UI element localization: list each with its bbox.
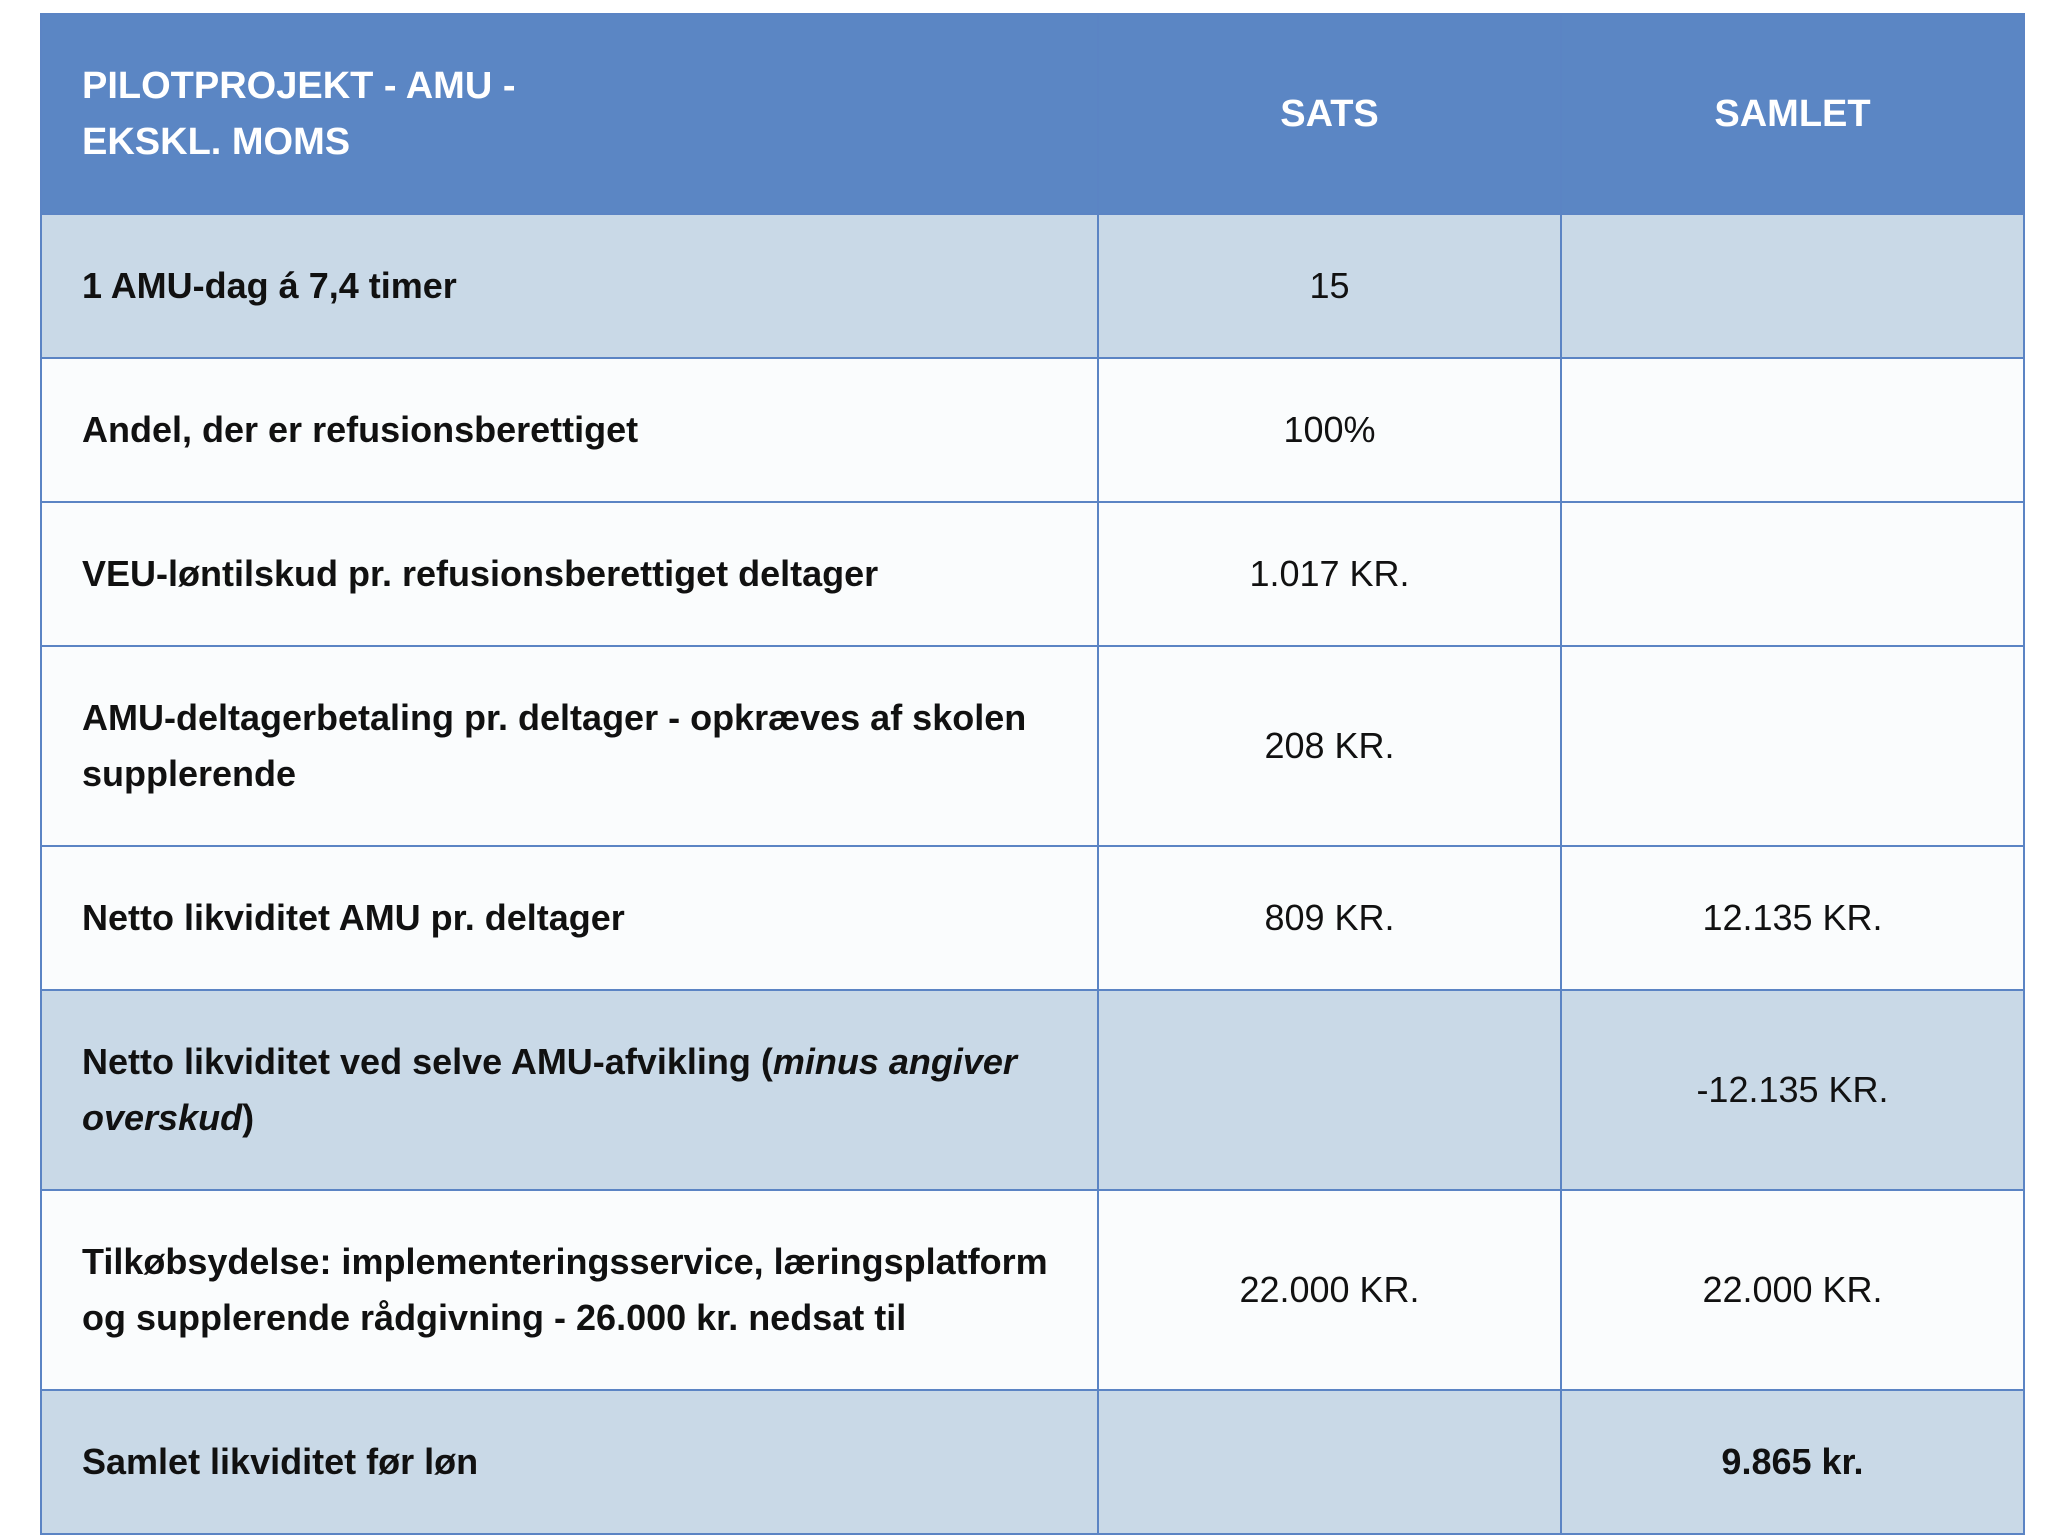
row-label-italic-1: minus angiver — [772, 1041, 1017, 1082]
row-sats: 208 KR. — [1098, 646, 1561, 846]
row-samlet — [1561, 502, 2024, 646]
table-row — [41, 502, 2024, 646]
row-samlet-total: 9.865 kr. — [1561, 1390, 2024, 1534]
header-project-line2: EKSKL. MOMS — [82, 121, 351, 163]
row-sats — [1098, 990, 1561, 1190]
table-row — [41, 358, 2024, 502]
row-samlet: 22.000 KR. — [1561, 1190, 2024, 1390]
header-samlet: SAMLET — [1561, 14, 2024, 214]
row-label-prefix: Netto likviditet ved selve AMU-afvikling ( — [82, 1041, 773, 1082]
row-sats: 22.000 KR. — [1098, 1190, 1561, 1390]
row-sats: 100% — [1098, 358, 1561, 502]
row-label-line1: AMU-deltagerbetaling pr. deltager - opkræves af skolen — [82, 697, 1027, 738]
row-samlet — [1561, 214, 2024, 358]
row-label-italic-2: overskud — [82, 1097, 243, 1138]
row-label: Netto likviditet AMU pr. deltager — [41, 846, 1098, 990]
row-sats: 1.017 KR. — [1098, 502, 1561, 646]
row-sats — [1098, 1390, 1561, 1534]
row-sats: 15 — [1098, 214, 1561, 358]
row-sats: 809 KR. — [1098, 846, 1561, 990]
table-row — [41, 214, 2024, 358]
row-label — [41, 990, 1098, 1190]
table-row — [41, 990, 2024, 1190]
row-samlet: -12.135 KR. — [1561, 990, 2024, 1190]
row-label — [41, 1190, 1098, 1390]
row-samlet — [1561, 646, 2024, 846]
row-label: Andel, der er refusionsberettiget — [41, 358, 1098, 502]
row-label: VEU-løntilskud pr. refusionsberettiget deltager — [41, 502, 1098, 646]
row-label: Samlet likviditet før løn — [41, 1390, 1098, 1534]
table-row — [41, 646, 2024, 846]
budget-table — [40, 13, 2025, 1535]
header-sats: SATS — [1098, 14, 1561, 214]
table-row-total — [41, 1390, 2024, 1534]
row-label-line1: Tilkøbsydelse: implementeringsservice, læringsplatform — [82, 1241, 1048, 1282]
row-label-suffix: ) — [242, 1097, 255, 1138]
header-project-line1: PILOTPROJEKT - AMU - — [82, 65, 516, 107]
budget-table-container — [40, 13, 2023, 1535]
table-row — [41, 846, 2024, 990]
row-label — [41, 646, 1098, 846]
table-row — [41, 1190, 2024, 1390]
table-header-row — [41, 14, 2024, 214]
header-project — [41, 14, 1098, 214]
row-samlet: 12.135 KR. — [1561, 846, 2024, 990]
row-label-line2: og supplerende rådgivning - 26.000 kr. nedsat til — [82, 1297, 907, 1338]
row-label-line2: supplerende — [82, 753, 297, 794]
row-samlet — [1561, 358, 2024, 502]
row-label: 1 AMU-dag á 7,4 timer — [41, 214, 1098, 358]
